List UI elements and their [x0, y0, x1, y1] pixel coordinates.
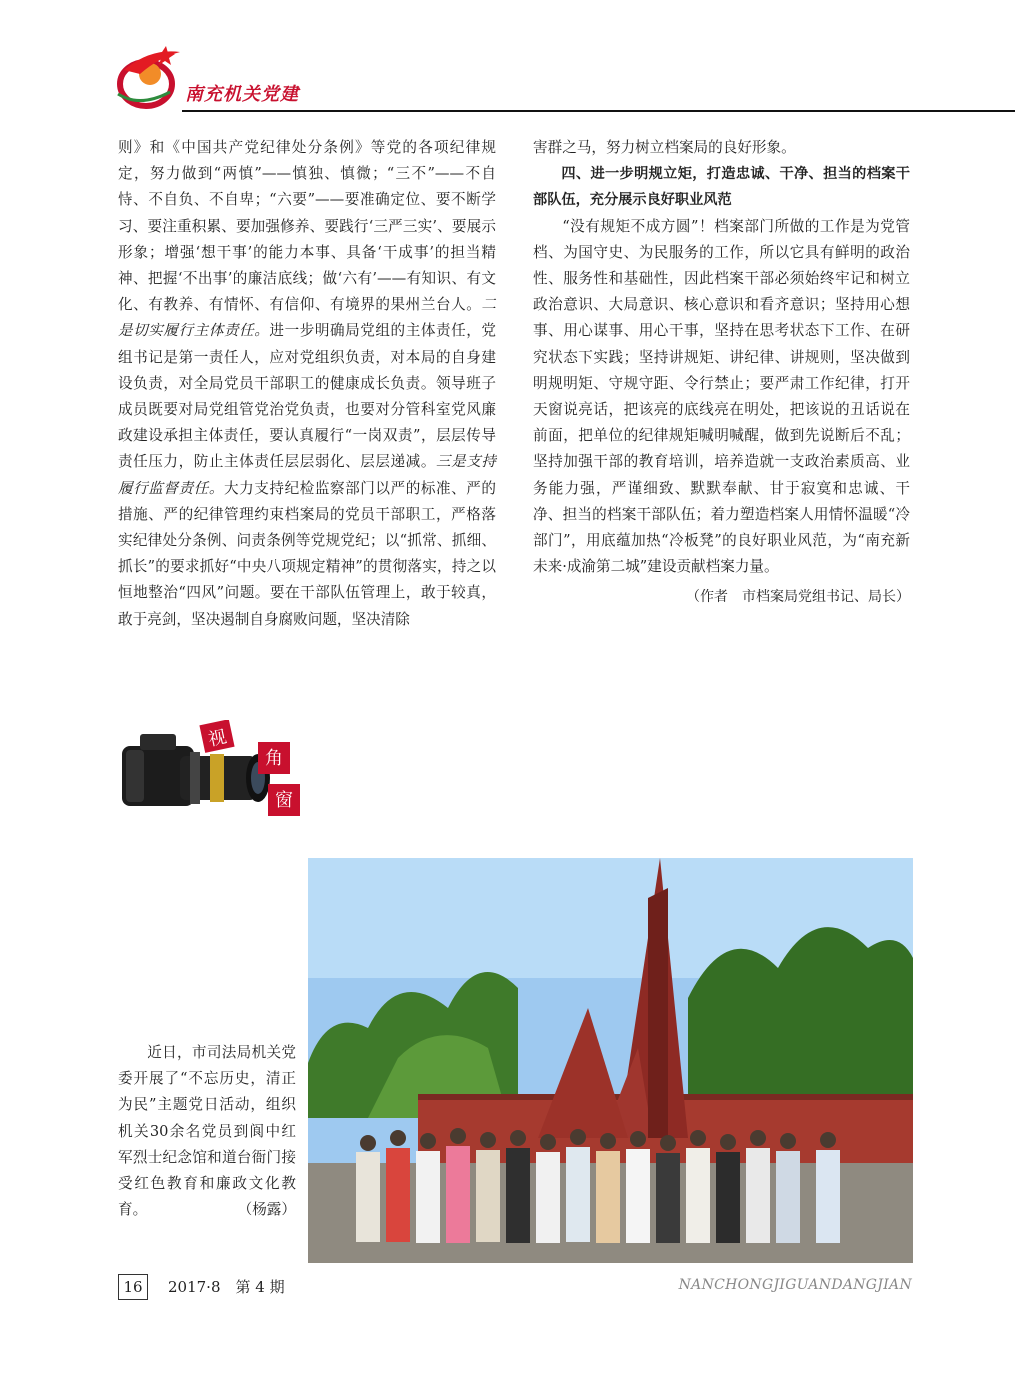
section-heading: 四、进一步明规立矩，打造忠诚、干净、担当的档案干部队伍，充分展示良好职业风范: [533, 166, 910, 209]
caption-credit: （杨露）: [237, 1201, 296, 1219]
page-number: 16: [118, 1274, 148, 1300]
camera-icon: [118, 720, 313, 825]
badge-char-1: 视: [206, 726, 229, 751]
badge-char-3: 窗: [275, 790, 293, 811]
journal-title: 南充机关党建: [185, 84, 299, 105]
party-logo-icon: [110, 42, 190, 112]
badge-char-2: 角: [265, 748, 283, 769]
header-divider: [182, 110, 1015, 112]
right-paragraph-continuation: 害群之马，努力树立档案局的良好形象。: [533, 139, 796, 156]
left-article-column: [118, 135, 496, 633]
issue-label: 2017·8 第 4 期: [168, 1278, 285, 1296]
caption-text: 近日，市司法局机关党委开展了“不忘历史，清正为民”主题党日活动，组织机关30余名党员到阆中红军烈士纪念馆和道台衙门接受红色教育和廉政文化教育。: [118, 1044, 296, 1219]
photo-caption: [118, 1040, 296, 1224]
author-byline: （作者 市档案局党组书记、局长）: [686, 589, 910, 606]
right-paragraph: “没有规矩不成方圆”！档案部门所做的工作是为党管档、为国守史、为民服务的工作，所以它具有鲜明的政治性、服务性和基础性，因此档案干部必须始终牢记和树立政治意识、大局意识、核心意识和看齐意识；坚持用心想事、用心谋事、用心干事，坚持在思考状态下工作、在研究状态下实践；坚持讲规矩、讲纪律、讲规则，坚决做到明规明矩、守规守距、令行禁止；要严肃工作纪律，打开天窗说亮话，把该亮的底线亮在明处，把该说的丑话说在前面，把单位的纪律规矩喊明喊醒，做到先说断后不乱；坚持加强干部的教育培训，培养造就一支政治素质高、业务能力强，严谨细致、默默奉献、甘于寂寞和忠诚、干净、担当的档案干部队伍；着力塑造档案人用情怀温暖“冷部门”，用底蕴加热“冷板凳”的良好职业风范，为“南充新未来·成渝第二城”建设贡献档案力量。: [533, 217, 910, 576]
group-photo: [308, 858, 913, 1263]
footer-brand: NANCHONGJIGUANDANGJIAN: [678, 1277, 912, 1293]
right-article-column: [533, 135, 910, 611]
left-paragraph: 则》和《中国共产党纪律处分条例》等党的各项纪律规定，努力做到“两慎”——慎独、慎微；“三不”——不自恃、不自负、不自卑；“六要”——要准确定位、要不断学习、要注重积累、要加强修养、要践行‘三严三实’、要展示形象；增强‘想干事’的能力本事、具备‘干成事’的担当精神、把握‘不出事’的廉洁底线；做‘六有’——有知识、有文化、有教养、有情怀、有信仰、有境界的果州兰台人。二是切实履行主体责任。进一步明确局党组的主体责任，党组书记是第一责任人，应对党组织负责，对本局的自身建设负责，对全局党员干部职工的健康成长负责。领导班子成员既要对局党组管党治党负责，也要对分管科室党风廉政建设承担主体责任，要认真履行“一岗双责”，层层传导责任压力，防止主体责任层层弱化、层层递减。三是支持履行监督责任。大力支持纪检监察部门以严的标准、严的措施、严的纪律管理约束档案局的党员干部职工，严格落实纪律处分条例、问责条例等党规党纪；以“抓常、抓细、抓长”的要求抓好“中央八项规定精神”的贯彻落实，持之以恒地整治“四风”问题。要在干部队伍管理上，敢于较真，敢于亮剑，坚决遏制自身腐败问题，坚决清除: [118, 139, 496, 628]
